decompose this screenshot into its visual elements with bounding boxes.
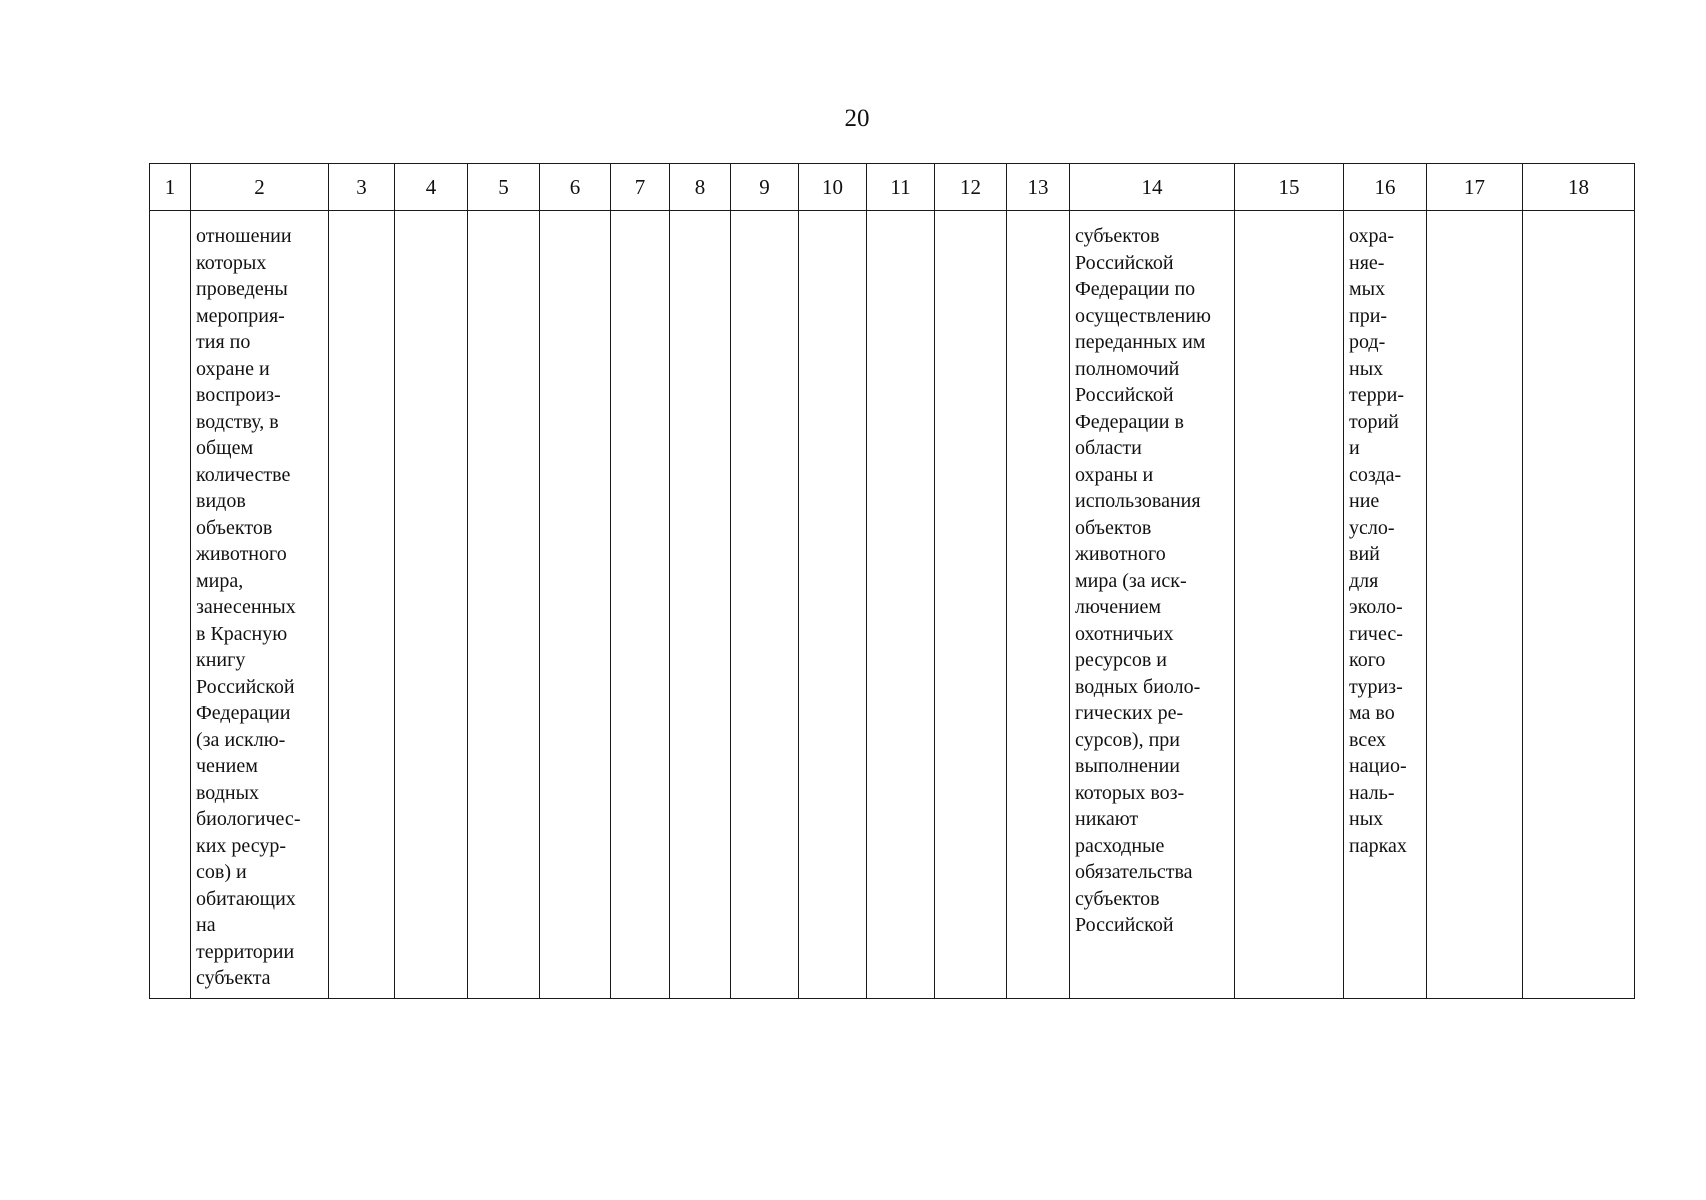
cell-line: лючением [1075,596,1162,618]
table-cell [1344,211,1427,999]
cell-line: гичес- [1349,622,1403,645]
cell-line: для [1349,569,1379,592]
cell-line: занесенных [196,596,296,618]
column-header: 5 [468,164,540,211]
cell-line: территории [196,940,295,963]
cell-line: объектов [1075,516,1152,539]
cell-line: сурсов), при [1075,728,1180,751]
cell-line: выполнении [1075,755,1180,777]
column-header: 12 [935,164,1007,211]
cell-line: охотничьих [1075,622,1174,645]
cell-line: тия по [196,331,251,353]
cell-line: которых воз- [1075,781,1185,804]
table-cell [799,211,867,999]
cell-line: водных [196,781,260,804]
cell-line: (за исклю- [196,728,286,751]
cell-line: мира, [196,569,244,592]
cell-line: животного [1075,543,1166,565]
cell-line: нацио- [1349,755,1407,777]
cell-line: субъекта [196,967,271,989]
column-header: 11 [867,164,935,211]
cell-line: ние [1349,490,1380,512]
cell-line: биологичес- [196,808,301,830]
page-number: 20 [844,105,870,132]
table-cell [540,211,611,999]
cell-text-column-16 [1344,211,1426,859]
column-header: 8 [670,164,731,211]
cell-line: вий [1349,543,1380,565]
cell-line: охра- [1349,225,1395,247]
table-cell [395,211,468,999]
cell-line: ресурсов и [1075,649,1168,671]
column-header: 16 [1344,164,1427,211]
cell-line: мых [1349,278,1386,300]
cell-line: парках [1349,834,1407,857]
column-header: 4 [395,164,468,211]
cell-line: на [196,914,216,936]
cell-line: Федерации в [1075,410,1184,433]
cell-line: туриз- [1349,675,1403,698]
cell-line: водству, в [196,410,279,433]
table-cell [468,211,540,999]
cell-line: няе- [1349,251,1385,274]
cell-line: Федерации [196,702,291,724]
data-table [149,163,1635,999]
cell-line: обитающих [196,887,296,910]
cell-line: расходные [1075,834,1165,857]
cell-line: Федерации по [1075,278,1196,300]
cell-line: которых [196,251,267,274]
column-header: 14 [1070,164,1235,211]
cell-line: видов [196,490,246,512]
cell-line: осуществлению [1075,304,1211,327]
cell-line: ных [1349,357,1384,380]
cell-line: наль- [1349,781,1395,804]
cell-line: всех [1349,728,1387,751]
cell-line: род- [1349,331,1386,353]
table-cell [1523,211,1635,999]
cell-line: сов) и [196,861,247,883]
column-header: 9 [731,164,799,211]
column-header: 1 [150,164,191,211]
cell-line: полномочий [1075,357,1180,380]
cell-line: переданных им [1075,331,1206,353]
cell-line: Российской [1075,384,1174,406]
table-cell [935,211,1007,999]
cell-line: при- [1349,304,1388,327]
column-header: 13 [1007,164,1070,211]
table-cell [611,211,670,999]
cell-line: животного [196,543,287,565]
cell-line: книгу [196,649,246,671]
cell-line: и [1349,437,1360,459]
cell-line: водных биоло- [1075,675,1201,698]
column-header: 7 [611,164,670,211]
cell-line: ных [1349,808,1384,830]
cell-line: воспроиз- [196,384,281,406]
cell-line: отношении [196,225,292,247]
cell-line: ких ресур- [196,834,287,857]
cell-line: общем [196,437,254,459]
cell-line: терри- [1349,384,1404,406]
column-header: 17 [1427,164,1523,211]
cell-line: мира (за иск- [1075,569,1187,592]
cell-line: охраны и [1075,463,1154,486]
table-cell [191,211,329,999]
table-cell [1007,211,1070,999]
header-row [150,164,1635,211]
table-row [150,211,1635,999]
cell-line: использования [1075,490,1201,512]
cell-line: ма во [1349,702,1395,724]
column-header: 18 [1523,164,1635,211]
cell-line: Российской [1075,251,1174,274]
cell-line: мероприя- [196,304,285,327]
column-header: 10 [799,164,867,211]
cell-line: усло- [1349,516,1395,539]
cell-line: торий [1349,410,1399,433]
cell-line: охране и [196,357,270,380]
cell-line: области [1075,437,1142,459]
cell-line: субъектов [1075,225,1160,247]
table-cell [1070,211,1235,999]
cell-line: Российской [196,675,295,698]
cell-line: проведены [196,278,288,300]
column-header: 2 [191,164,329,211]
cell-line: объектов [196,516,273,539]
cell-line: количестве [196,463,291,486]
cell-line: субъектов [1075,887,1160,910]
column-header: 6 [540,164,611,211]
column-header: 3 [329,164,395,211]
cell-line: созда- [1349,463,1402,486]
cell-line: гических ре- [1075,702,1184,724]
cell-line: эколо- [1349,596,1403,618]
column-header: 15 [1235,164,1344,211]
cell-line: кого [1349,649,1386,671]
table-cell [731,211,799,999]
cell-text-column-14 [1070,211,1234,939]
table-cell [150,211,191,999]
cell-line: в Красную [196,622,288,645]
table-cell [329,211,395,999]
cell-text-column-2 [191,211,328,992]
cell-line: никают [1075,808,1139,830]
table-cell [670,211,731,999]
table-cell [867,211,935,999]
table-cell [1235,211,1344,999]
cell-line: обязательства [1075,861,1193,883]
cell-line: Российской [1075,914,1174,936]
cell-line: чением [196,755,258,777]
table-cell [1427,211,1523,999]
